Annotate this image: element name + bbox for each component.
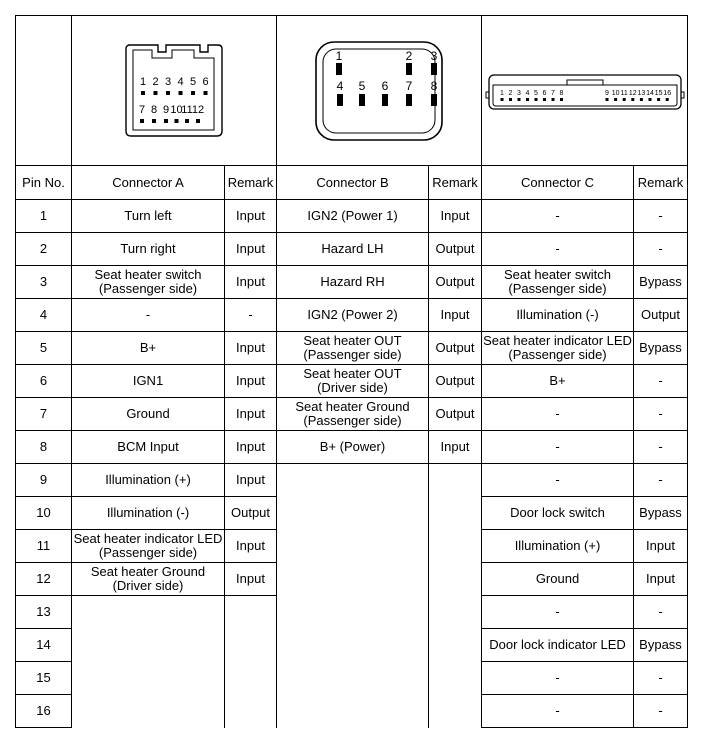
connector-a-cell: Seat heater switch (Passenger side) [72,266,225,299]
connector-a-cell: Illumination (-) [72,497,225,530]
connector-b-cell: Seat heater OUT (Passenger side) [277,332,429,365]
remark-c-cell: - [634,695,688,728]
connector-a-cell [72,596,225,629]
connector-c-cell: Door lock switch [482,497,634,530]
connector-c-cell: - [482,398,634,431]
connector-b-cell: Hazard LH [277,233,429,266]
connector-a-cell: Turn left [72,200,225,233]
connector-a-cell [72,695,225,728]
pin-number-label: 4 [336,78,344,93]
remark-b-cell [429,695,482,728]
pin-terminal [175,119,179,123]
remark-a-cell: - [225,299,277,332]
remark-a-cell: Output [225,497,277,530]
pin-number-label: 2 [508,89,512,97]
connector-b-cell [277,464,429,497]
pin-number-label: 8 [430,78,438,93]
remark-a-cell: Input [225,266,277,299]
pin-number-label: 1 [139,75,147,88]
remark-c-cell: - [634,365,688,398]
pin-terminal [154,91,158,95]
table-row [16,299,688,332]
diagram-row [16,16,688,166]
connector-b-cell [277,497,429,530]
remark-c-cell: - [634,662,688,695]
header-pin-no: Pin No. [16,166,72,200]
pin-number-label: 4 [177,75,184,88]
connector-c-cell: Seat heater indicator LED (Passenger side) [482,332,634,365]
connector-b-diagram [309,38,449,144]
remark-b-cell [429,464,482,497]
pin-terminal [382,94,388,106]
pin-number-label: 8 [559,89,563,97]
header-remark-b: Remark [429,166,482,200]
pin-number-label: 11 [181,103,193,116]
table-row [16,431,688,464]
header-remark-a: Remark [225,166,277,200]
remark-b-cell [429,530,482,563]
pin-terminal [639,98,642,101]
remark-c-cell: - [634,596,688,629]
header-row [16,166,688,200]
pin-number-label: 3 [516,89,521,97]
pin-number-label: 8 [150,103,158,116]
pin-number-label: 1 [335,48,343,63]
table-row [16,563,688,596]
remark-a-cell: Input [225,365,277,398]
pin-number-label: 6 [202,75,209,88]
connector-a-cell: BCM Input [72,431,225,464]
pin-terminal [551,98,554,101]
pin-number-label: 10 [611,89,619,97]
remark-b-cell [429,662,482,695]
pin-number-label: 9 [162,103,170,116]
pin-number-label: 14 [645,89,654,97]
pin-no-cell: 3 [16,266,72,299]
pin-number-label: 16 [662,89,671,97]
pin-terminal [631,98,634,101]
pin-no-cell: 12 [16,563,72,596]
connector-c-cell: Illumination (-) [482,299,634,332]
pin-number-label: 5 [189,75,197,88]
pin-number-label: 12 [628,89,637,97]
connector-a-cell: - [72,299,225,332]
pin-terminal [560,98,563,101]
connector-b-cell: Seat heater Ground (Passenger side) [277,398,429,431]
remark-c-cell: Bypass [634,629,688,662]
connector-c-cell: - [482,662,634,695]
remark-c-cell: - [634,233,688,266]
remark-a-cell: Input [225,563,277,596]
pin-number-label: 3 [164,75,172,88]
table-row [16,266,688,299]
pin-terminal [657,98,660,101]
connector-a-cell [72,629,225,662]
pin-no-cell: 2 [16,233,72,266]
pin-no-cell: 1 [16,200,72,233]
connector-a-cell: Seat heater Ground (Driver side) [72,563,225,596]
pin-no-cell: 7 [16,398,72,431]
pin-terminal [622,98,625,101]
pin-terminal [406,94,412,106]
remark-a-cell: Input [225,431,277,464]
pin-terminal [191,91,195,95]
pin-terminal [431,63,437,75]
remark-a-cell [225,596,277,629]
connector-a-cell: IGN1 [72,365,225,398]
pin-number-label: 4 [525,89,529,97]
pin-number-label: 10 [170,103,183,116]
table-row [16,497,688,530]
table-row [16,662,688,695]
pin-number-label: 1 [499,89,504,97]
connector-b-cell: Seat heater OUT (Driver side) [277,365,429,398]
remark-c-cell: - [634,431,688,464]
pin-terminal [166,91,170,95]
connector-a-cell: B+ [72,332,225,365]
pin-no-cell: 9 [16,464,72,497]
table-row [16,695,688,728]
pin-terminal [648,98,651,101]
table-row [16,200,688,233]
header-remark-c: Remark [634,166,688,200]
pin-number-label: 12 [191,103,205,116]
pin-number-label: 7 [405,78,413,93]
connector-a-diagram [114,41,234,141]
connector-c-cell: Ground [482,563,634,596]
pin-terminal [336,63,342,75]
remark-a-cell: Input [225,398,277,431]
remark-b-cell: Output [429,365,482,398]
connector-b-cell [277,662,429,695]
pin-number-label: 13 [637,89,645,97]
connector-c-cell: B+ [482,365,634,398]
pin-number-label: 2 [152,75,159,88]
pin-no-cell: 14 [16,629,72,662]
remark-c-cell: Bypass [634,266,688,299]
remark-a-cell [225,662,277,695]
table-row [16,596,688,629]
pin-number-label: 5 [533,89,538,97]
connector-b-diagram-cell [277,16,482,166]
remark-a-cell: Input [225,464,277,497]
remark-b-cell: Output [429,266,482,299]
pin-number-label: 6 [381,78,389,93]
pin-terminal [526,98,529,101]
connector-a-cell: Turn right [72,233,225,266]
table-row [16,233,688,266]
pin-terminal [431,94,437,106]
remark-b-cell: Output [429,398,482,431]
pin-terminal [179,91,183,95]
table-row [16,398,688,431]
pin-number-label: 3 [430,48,438,63]
remark-b-cell [429,629,482,662]
connector-b-cell [277,563,429,596]
pin-terminal [543,98,546,101]
pin-no-cell: 5 [16,332,72,365]
connector-b-cell: IGN2 (Power 2) [277,299,429,332]
diagram-corner [16,16,72,166]
pin-no-cell: 8 [16,431,72,464]
connector-c-diagram [485,61,685,121]
connector-c-diagram-cell [482,16,688,166]
remark-a-cell [225,695,277,728]
pin-no-cell: 15 [16,662,72,695]
pin-terminal [665,98,668,101]
table-row [16,365,688,398]
pin-no-cell: 4 [16,299,72,332]
pin-terminal [141,91,145,95]
pin-terminal [185,119,189,123]
remark-b-cell: Input [429,200,482,233]
remark-c-cell: Input [634,530,688,563]
pin-no-cell: 10 [16,497,72,530]
pin-no-cell: 16 [16,695,72,728]
connector-a-cell [72,662,225,695]
pin-terminal [517,98,520,101]
remark-c-cell: - [634,464,688,497]
connector-b-cell [277,596,429,629]
connector-a-cell: Seat heater indicator LED (Passenger side) [72,530,225,563]
pin-terminal [359,94,365,106]
pin-number-label: 11 [620,89,628,97]
pin-no-cell: 11 [16,530,72,563]
connector-c-cell: - [482,200,634,233]
pin-number-label: 5 [358,78,366,93]
remark-a-cell: Input [225,530,277,563]
pin-terminal [204,91,208,95]
pin-terminal [406,63,412,75]
remark-c-cell: Input [634,563,688,596]
connector-b-cell [277,629,429,662]
remark-c-cell: Bypass [634,497,688,530]
table-row [16,629,688,662]
remark-a-cell: Input [225,233,277,266]
connector-c-cell: - [482,596,634,629]
pin-number-label: 7 [550,89,555,97]
connector-c-cell: Seat heater switch (Passenger side) [482,266,634,299]
remark-b-cell: Input [429,431,482,464]
header-connector-c: Connector C [482,166,634,200]
pin-table [15,15,688,728]
pin-terminal [152,119,156,123]
pin-number-label: 15 [654,89,662,97]
pin-terminal [500,98,503,101]
pin-no-cell: 13 [16,596,72,629]
connector-c-cell: Door lock indicator LED [482,629,634,662]
pin-terminal [605,98,608,101]
remark-c-cell: Bypass [634,332,688,365]
remark-b-cell: Output [429,332,482,365]
connector-a-diagram-cell [72,16,277,166]
remark-b-cell: Input [429,299,482,332]
connector-b-cell [277,530,429,563]
pin-terminal [534,98,537,101]
connector-c-cell: - [482,464,634,497]
remark-b-cell: Output [429,233,482,266]
connector-b-cell [277,695,429,728]
pin-number-label: 9 [604,89,609,97]
remark-b-cell [429,563,482,596]
pin-terminal [509,98,512,101]
remark-a-cell [225,629,277,662]
pin-no-cell: 6 [16,365,72,398]
connector-c-cell: - [482,695,634,728]
remark-c-cell: Output [634,299,688,332]
connector-c-cell: Illumination (+) [482,530,634,563]
pin-terminal [140,119,144,123]
remark-c-cell: - [634,398,688,431]
connector-b-cell: B+ (Power) [277,431,429,464]
remark-b-cell [429,596,482,629]
pin-number-label: 7 [138,103,146,116]
pin-terminal [164,119,168,123]
pin-terminal [196,119,200,123]
table-row [16,332,688,365]
header-connector-a: Connector A [72,166,225,200]
connector-b-cell: Hazard RH [277,266,429,299]
remark-b-cell [429,497,482,530]
table-row [16,530,688,563]
connector-c-cell: - [482,431,634,464]
table-row [16,464,688,497]
pin-terminal [614,98,617,101]
connector-a-cell: Illumination (+) [72,464,225,497]
remark-c-cell: - [634,200,688,233]
pin-number-label: 2 [405,48,413,63]
connector-a-cell: Ground [72,398,225,431]
pin-number-label: 6 [542,89,546,97]
connector-b-cell: IGN2 (Power 1) [277,200,429,233]
connector-c-cell: - [482,233,634,266]
remark-a-cell: Input [225,200,277,233]
remark-a-cell: Input [225,332,277,365]
header-connector-b: Connector B [277,166,429,200]
pin-terminal [337,94,343,106]
